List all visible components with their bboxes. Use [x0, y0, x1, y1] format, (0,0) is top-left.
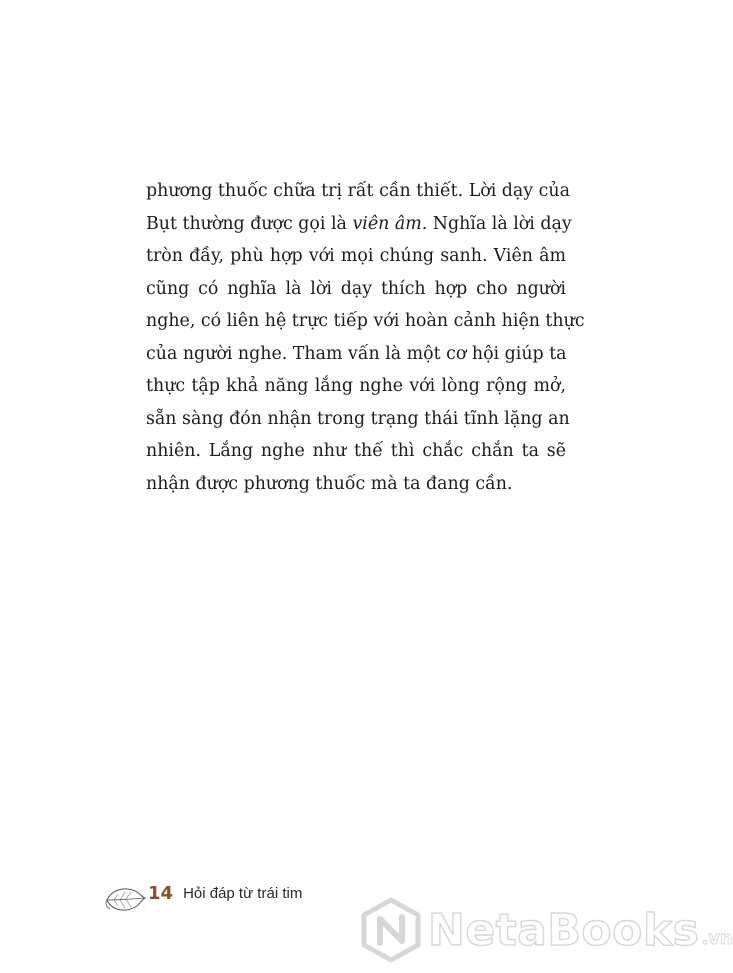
book-title: Hỏi đáp từ trái tim [183, 884, 303, 902]
bodhi-leaf-icon [104, 883, 146, 917]
watermark-suffix: .vn [701, 927, 733, 949]
watermark [360, 895, 733, 965]
page-number: 14 [148, 882, 174, 904]
netabooks-logo-icon [360, 897, 422, 963]
text-line: phương thuốc chữa trị rất cần thiết. Lời dạy của [146, 181, 570, 201]
text-line: nghe, có liên hệ trực tiếp với hoàn cảnh hiện thực [146, 311, 585, 331]
text-line: nhiên. Lắng nghe như thế thì chắc chắn ta sẽ [146, 441, 566, 461]
text-line: tròn đầy, phù hợp với mọi chúng sanh. Viên âm [146, 246, 566, 266]
text-line [146, 208, 572, 241]
text-line: cũng có nghĩa là lời dạy thích hợp cho người [146, 278, 566, 299]
text-line: sẵn sàng đón nhận trong trạng thái tĩnh lặng an [146, 408, 570, 429]
text-segment: Nghĩa là lời dạy [427, 213, 572, 234]
text-line: thực tập khả năng lắng nghe với lòng rộng mở, [146, 376, 566, 396]
text-line: nhận được phương thuốc mà ta đang cần. [146, 473, 513, 494]
page-footer [104, 880, 302, 920]
text-line: của người nghe. Tham vấn là một cơ hội giúp ta [146, 343, 567, 364]
body-paragraph [146, 175, 585, 500]
watermark-brand: NetaBooks [428, 904, 700, 956]
italic-term: viên âm. [352, 213, 428, 234]
text-segment: Bụt thường được gọi là [146, 213, 353, 234]
